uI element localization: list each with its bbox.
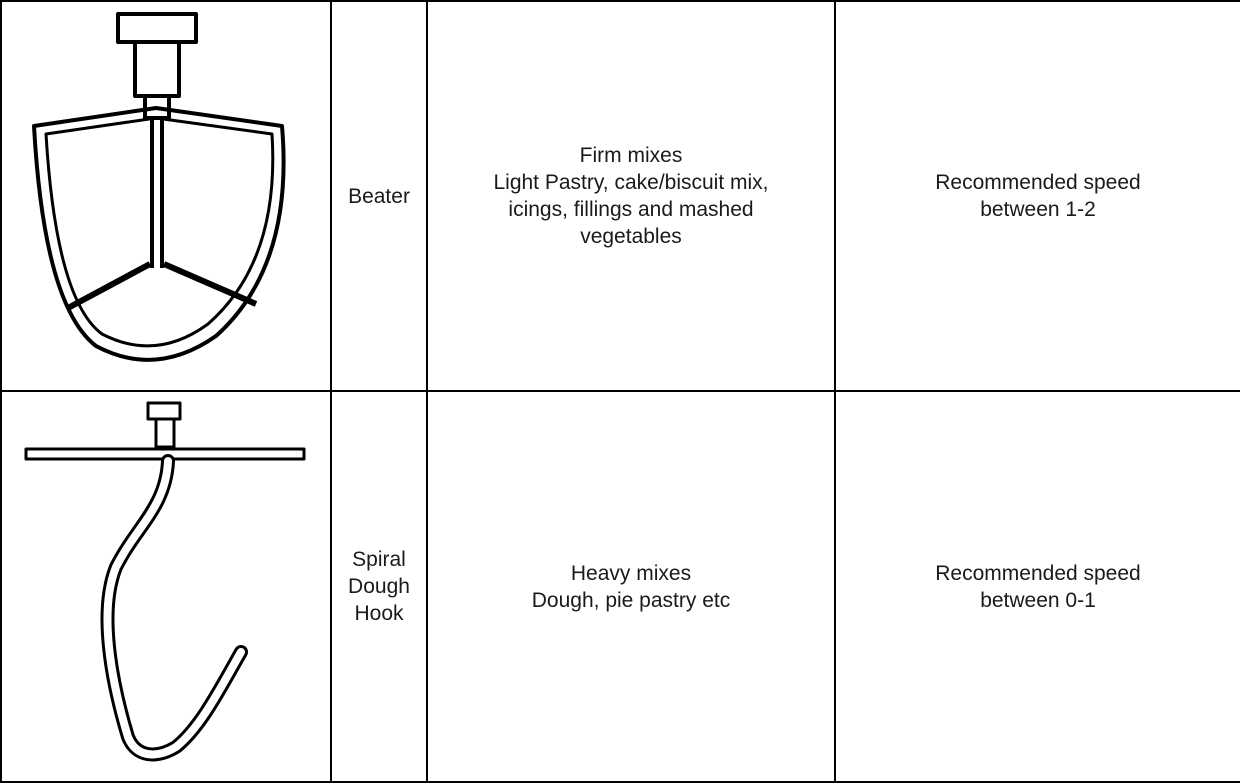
attachment-name: Spiral Dough Hook xyxy=(331,391,427,782)
attachment-name: Beater xyxy=(331,1,427,391)
attachment-speed: Recommended speed between 1-2 xyxy=(835,1,1240,391)
table-row xyxy=(1,1,1240,391)
attachment-speed: Recommended speed between 0-1 xyxy=(835,391,1240,782)
attachment-use: Heavy mixes Dough, pie pastry etc xyxy=(427,391,835,782)
attachment-use: Firm mixes Light Pastry, cake/biscuit mix, icings, fillings and mashed vegetables xyxy=(427,1,835,391)
beater-icon xyxy=(16,6,316,386)
dough-hook-icon xyxy=(16,397,316,777)
attachment-image-cell xyxy=(1,391,331,782)
table-row xyxy=(1,391,1240,782)
attachment-image-cell xyxy=(1,1,331,391)
